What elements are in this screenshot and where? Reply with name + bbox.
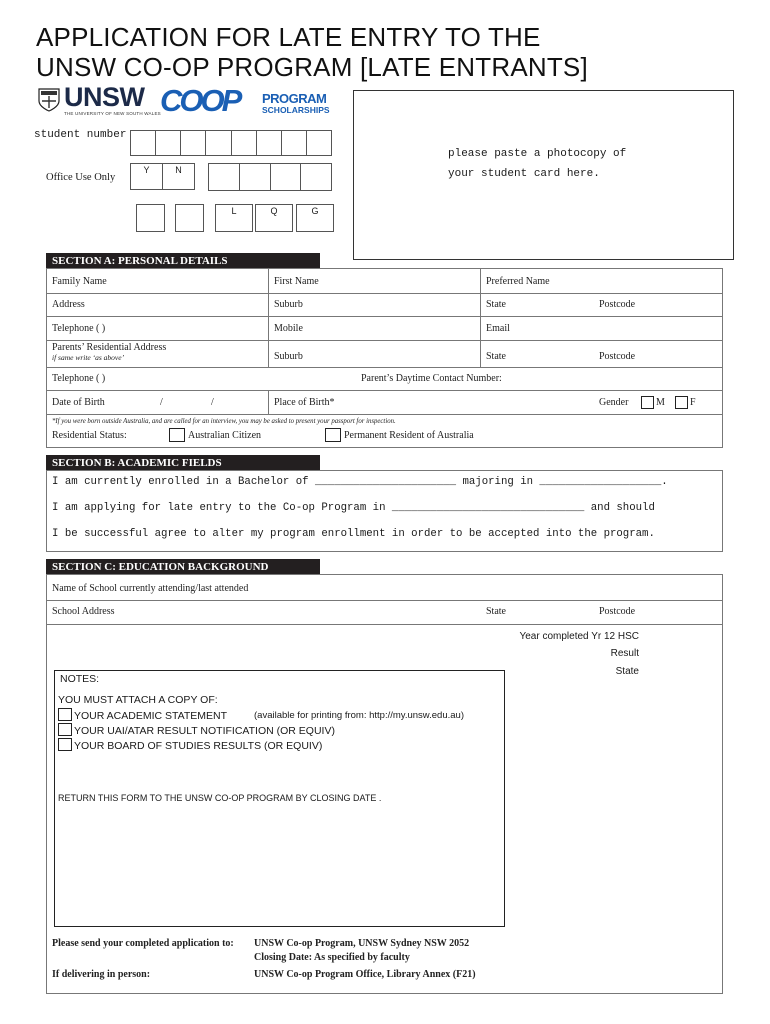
email-label: Email xyxy=(486,323,510,334)
address-label: Address xyxy=(52,299,85,310)
student-number-cell[interactable] xyxy=(307,131,331,155)
unsw-logo xyxy=(64,84,161,116)
office-use-label: Office Use Only xyxy=(46,172,116,183)
student-number-cell[interactable] xyxy=(181,131,206,155)
parents-telephone-label: Telephone ( ) xyxy=(52,373,106,384)
dob-slash-1: / xyxy=(160,397,163,408)
office-use-cell[interactable] xyxy=(301,164,331,190)
result-state-label: State xyxy=(615,666,639,677)
uai-atar-checkbox[interactable] xyxy=(58,723,72,736)
gender-m-checkbox[interactable] xyxy=(641,396,654,409)
office-use-cell[interactable] xyxy=(209,164,240,190)
office-use-l-cell[interactable] xyxy=(215,204,253,232)
office-use-blank-box-2[interactable] xyxy=(175,204,204,232)
deliver-in-person-address: UNSW Co-op Program Office, Library Annex (F21) xyxy=(254,969,476,980)
state-label: State xyxy=(486,299,506,310)
gender-f-label: F xyxy=(690,397,696,408)
suburb-label: Suburb xyxy=(274,299,303,310)
uai-atar-label: YOUR UAI/ATAR RESULT NOTIFICATION (OR EQUIV) xyxy=(74,725,335,737)
student-number-cell[interactable] xyxy=(131,131,156,155)
office-use-q-label: Q xyxy=(270,206,278,216)
office-use-g-cell[interactable] xyxy=(296,204,334,232)
section-b-line-2[interactable]: I am applying for late entry to the Co-op Program in ______________________________ and should xyxy=(52,502,655,514)
mobile-label: Mobile xyxy=(274,323,303,334)
page-title xyxy=(36,22,588,82)
academic-statement-checkbox[interactable] xyxy=(58,708,72,721)
unsw-logo-subtitle: THE UNIVERSITY OF NEW SOUTH WALES xyxy=(64,111,161,116)
student-number-cells[interactable] xyxy=(130,130,332,156)
gender-label: Gender xyxy=(599,397,629,408)
academic-statement-label: YOUR ACADEMIC STATEMENT xyxy=(74,710,228,722)
board-of-studies-checkbox[interactable] xyxy=(58,738,72,751)
parent-contact-label: Parent’s Daytime Contact Number: xyxy=(361,373,502,384)
australian-citizen-checkbox[interactable] xyxy=(169,428,185,442)
permanent-resident-checkbox[interactable] xyxy=(325,428,341,442)
telephone-label: Telephone ( ) xyxy=(52,323,106,334)
office-use-cell[interactable] xyxy=(271,164,302,190)
section-a-heading: SECTION A: PERSONAL DETAILS xyxy=(46,253,320,270)
result-label: Result xyxy=(610,648,639,659)
place-of-birth-label: Place of Birth* xyxy=(274,397,335,408)
notes-attach-heading: YOU MUST ATTACH A COPY OF: xyxy=(58,694,218,706)
preferred-name-label: Preferred Name xyxy=(486,276,550,287)
parents-postcode-label: Postcode xyxy=(599,351,636,362)
school-address-label: School Address xyxy=(52,606,115,617)
section-b-line-1[interactable]: I am currently enrolled in a Bachelor of ______________________ majoring in ___________________. xyxy=(52,476,668,488)
australian-citizen-label: Australian Citizen xyxy=(188,430,262,441)
notes-title: NOTES: xyxy=(60,673,100,685)
office-use-y-cell[interactable] xyxy=(130,163,163,190)
residential-status-label: Residential Status: xyxy=(52,430,127,441)
gender-m-label: M xyxy=(656,397,665,408)
family-name-label: Family Name xyxy=(52,276,107,287)
office-use-n-label: N xyxy=(175,165,182,175)
school-name-label: Name of School currently attending/last attended xyxy=(52,583,249,594)
office-use-n-cell[interactable] xyxy=(162,163,195,190)
unsw-logo-text: UNSW xyxy=(64,82,145,112)
academic-statement-note: (available for printing from: http://my.unsw.edu.au) xyxy=(254,710,464,721)
dob-slash-2: / xyxy=(211,397,214,408)
scholarships-logo-text: SCHOLARSHIPS xyxy=(262,105,330,115)
office-use-q-cell[interactable] xyxy=(255,204,293,232)
office-use-cells-right[interactable] xyxy=(208,163,332,191)
permanent-resident-label: Permanent Resident of Australia xyxy=(344,430,474,441)
parents-address-note: if same write ‘as above’ xyxy=(52,353,125,362)
office-use-y-label: Y xyxy=(143,165,150,175)
section-b-line-3: I be successful agree to alter my program enrollment in order to be accepted into the program. xyxy=(52,528,655,540)
first-name-label: First Name xyxy=(274,276,319,287)
deliver-in-person-label: If delivering in person: xyxy=(52,969,151,980)
program-scholarships-logo xyxy=(262,92,330,115)
student-number-cell[interactable] xyxy=(257,131,282,155)
send-application-label: Please send your completed application to: xyxy=(52,938,234,949)
student-number-cell[interactable] xyxy=(206,131,231,155)
year-completed-label: Year completed Yr 12 HSC xyxy=(519,631,639,642)
photo-box-instruction-2: your student card here. xyxy=(448,168,600,180)
coop-logo-text: COOP xyxy=(160,83,240,118)
title-line-2: UNSW CO-OP PROGRAM [LATE ENTRANTS] xyxy=(36,52,588,82)
passport-note: *If you were born outside Australia, and are called for an interview, you may be asked to present your passport for inspection. xyxy=(52,418,396,425)
office-use-l-label: L xyxy=(231,206,237,216)
unsw-crest-icon xyxy=(38,88,60,112)
closing-date: Closing Date: As specified by faculty xyxy=(254,952,410,963)
school-state-label: State xyxy=(486,606,506,617)
parents-suburb-label: Suburb xyxy=(274,351,303,362)
student-number-label: student number xyxy=(34,129,127,141)
student-number-cell[interactable] xyxy=(232,131,257,155)
student-number-cell[interactable] xyxy=(282,131,307,155)
office-use-blank-box-1[interactable] xyxy=(136,204,165,232)
program-logo-text: PROGRAM xyxy=(262,91,327,106)
parents-address-label: Parents’ Residential Address xyxy=(52,342,167,353)
section-c-heading: SECTION C: EDUCATION BACKGROUND xyxy=(46,559,320,576)
dob-label: Date of Birth xyxy=(52,397,105,408)
student-number-cell[interactable] xyxy=(156,131,181,155)
office-use-g-label: G xyxy=(311,206,319,216)
title-line-1: APPLICATION FOR LATE ENTRY TO THE xyxy=(36,22,541,52)
return-form-note: RETURN THIS FORM TO THE UNSW CO-OP PROGRAM BY CLOSING DATE . xyxy=(58,793,382,803)
school-postcode-label: Postcode xyxy=(599,606,636,617)
coop-logo xyxy=(160,85,239,117)
send-application-address: UNSW Co-op Program, UNSW Sydney NSW 2052 xyxy=(254,938,470,949)
gender-f-checkbox[interactable] xyxy=(675,396,688,409)
parents-state-label: State xyxy=(486,351,506,362)
section-b-heading: SECTION B: ACADEMIC FIELDS xyxy=(46,455,320,472)
postcode-label: Postcode xyxy=(599,299,636,310)
board-of-studies-label: YOUR BOARD OF STUDIES RESULTS (OR EQUIV) xyxy=(74,740,323,752)
photo-box-instruction-1: please paste a photocopy of xyxy=(448,148,627,160)
office-use-cell[interactable] xyxy=(240,164,271,190)
